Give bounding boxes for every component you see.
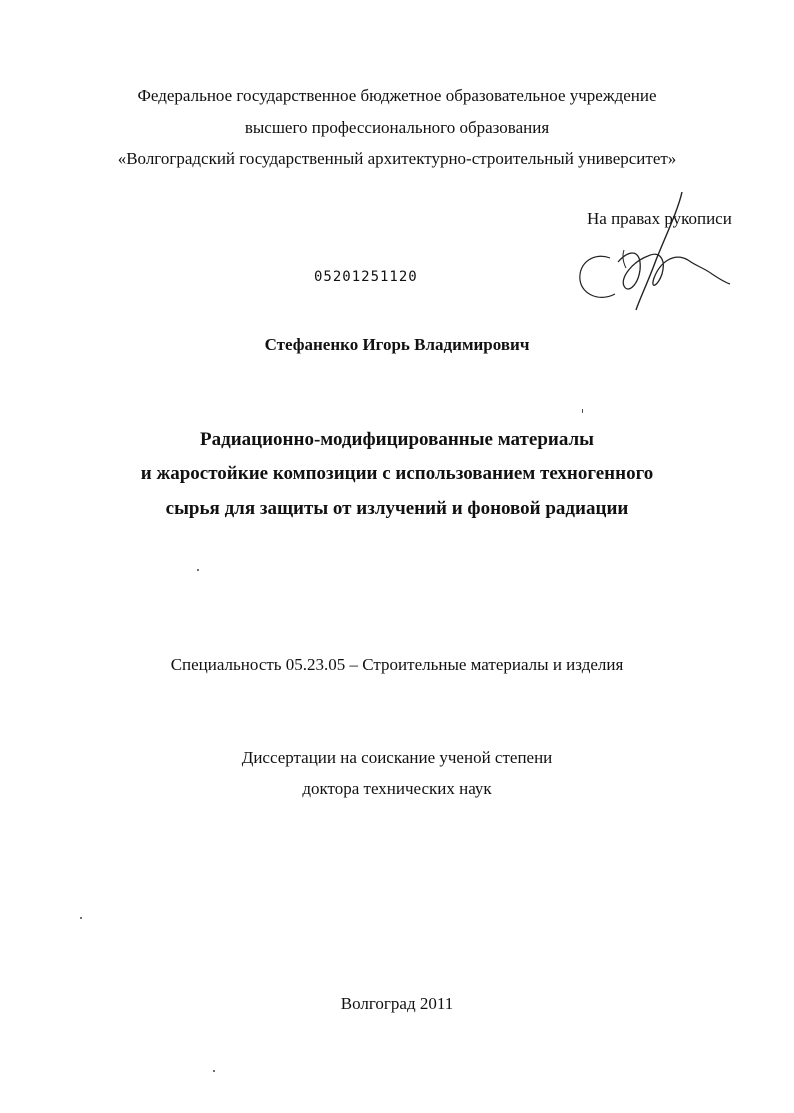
- institution-line-2: высшего профессионального образования: [244, 118, 550, 137]
- place-and-year: Волгоград 2011: [340, 994, 454, 1013]
- thesis-title-line-2: и жаростойкие композиции с использованием техногенного: [140, 463, 654, 484]
- degree-line-1: Диссертации на соискание ученой степени: [241, 748, 553, 767]
- author-name: Стефаненко Игорь Владимирович: [264, 335, 530, 354]
- institution-line-1: Федеральное государственное бюджетное образовательное учреждение: [137, 86, 657, 105]
- scan-speck: [582, 409, 583, 413]
- scan-speck: [213, 1070, 215, 1072]
- registration-number: 05201251120: [314, 269, 418, 285]
- degree-line-2: доктора технических наук: [302, 779, 492, 798]
- specialty: Специальность 05.23.05 – Строительные материалы и изделия: [170, 655, 624, 674]
- scan-speck: [197, 569, 199, 571]
- institution-line-3: «Волгоградский государственный архитектурно-строительный университет»: [117, 149, 677, 168]
- scan-speck: [80, 917, 82, 919]
- manuscript-note: На правах рукописи: [587, 209, 732, 228]
- handwritten-signature: [570, 190, 740, 315]
- thesis-title-line-1: Радиационно-модифицированные материалы: [200, 429, 594, 450]
- thesis-title-line-3: сырья для защиты от излучений и фоновой радиации: [165, 498, 629, 519]
